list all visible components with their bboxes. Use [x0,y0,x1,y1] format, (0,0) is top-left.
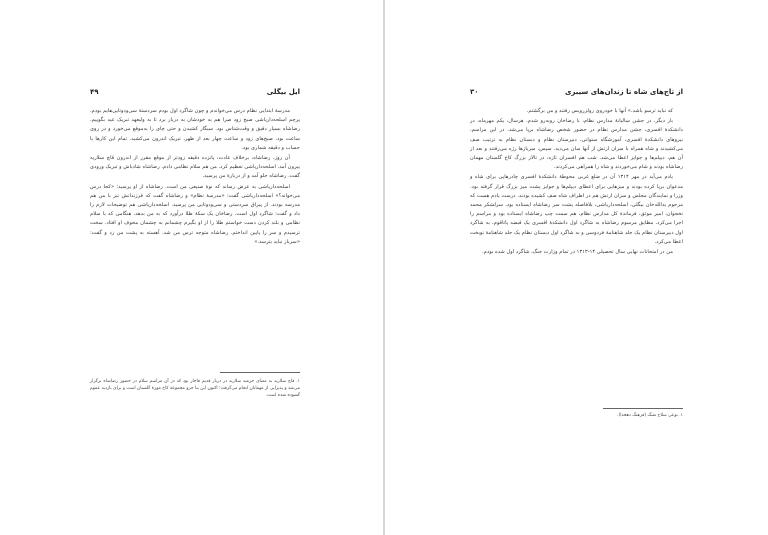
paragraph: یادم می‌آید در مهر ۱۳۱۴ آن در ضلع غربی محوطهٔ دانشکدهٔ افسری چادرهایی برای شاه و مدعوان برپا کرده بودند و میزهایی برای اعطای دیپلم‌ها و جوایز پشت میز بزرگ قرار گرفته بود. وزرا و نمایندگان مجلس و سران ارتش هم در اطراف شاه صف کشیده بودند. درست یادم هست که مرحوم یدالله‌خان بیگلی، اسلحه‌داریاشی، بلافاصله پشت سر رضاشاه ایستاده بود. سرلشکر محمد نخجوان، امیر موثق، فرماندهٔ کل مدارس نظام، هم سمت چپ رضاشاه ایستاده بود و مراسم را اجرا می‌کرد. مطابق مرسوم رضاشاه به شاگرد اول دانشکدهٔ افسری یک قبضه یاتاقوم، به شاگرد اول دبیرستان نظام یک جلد شاهنامهٔ فردوسی و به شاگرد اول دبستان نظام یک جلد شاهنامهٔ نوبخت اعطا می‌کرد. [470,174,683,245]
paragraph: بار دیگر، در جشن سالیانهٔ مدارس نظام، با رضاخان روبه‌رو شدم. هرسال، یکم مهرماه، در دانشکدهٔ افسری، جشن مدارس نظام در حضور شخص رضاشاه برپا می‌شد. در این مراسم، نیروهای دانشکدهٔ افسری، آموزشگاه ستوانی، دبیرستان نظام و دبستان نظام به ترتیب صف می‌کشیدند و شاه همراه با سران ارتش از آنها سان می‌دید. سپس، سربازها رژه می‌رفتند و بعد از آن هم، دیپلم‌ها و جوایز اعطا می‌شد. شب هم افسران تازه، در تالار بزرگ کاخ گلستان مهمان رضاشاه بودند و شام می‌خوردند و شاه را همراهی می‌کردند. [470,118,683,171]
paragraph: من در امتحانات نهایی سال تحصیلی ۱۴-۱۳۱۳ در تمام وزارت جنگ، شاگرد اول شده بودم. [482,249,673,256]
right-page [385,0,768,535]
left-running-title: ایل بیگلی [266,88,300,96]
left-page-body [90,107,300,248]
right-page-body [470,107,683,258]
right-page-number: ۳۰ [470,88,479,96]
right-page-header [470,88,683,102]
paragraph: اسلحه‌داریاشی به عرض رساند که نوهٔ صنیعی من است. رضاشاه از او پرسید: «کجا درس می‌خوانه؟» اسلحه‌داریاشی گفت: «مدرسهٔ نظام» و رضاشاه گفت که فرزندانش نیز با من هم مدرسه بودند. از پیراق سردستی و سی‌ودوتایی من پرسید. اسلحه‌داریاشی هم توضیحات لازم را داد و گفت: شاگرد اول است. رضاخان یک سکهٔ طلا درآورد که به من بدهد. هنگامی که با سلام نظامی و بلند کردن دست خواستم طلا را از او بگیرم چشمانم به چشمان مخوف او افتاد. سخت ترسیدم و سر را پایین انداختم. رضاشاه متوجه ترس من شد. آهسته به پشت من زد و گفت: «سرباز نباید بترسد.» [90,183,300,245]
paragraph: که نباید ترسو باشد.» آنها با خودروی رولزرویس رفتند و من برگشتم. [526,108,673,114]
paragraph: آن روز، رضاشاه، برخلاف عادت، پانزده دقیقه زودتر از موقع مقرر از اندرون قاچ سلاریه بیرون آمد. اسلحه‌داریاشی تعظیم کرد. من هم سلام نظامی دادم. رضاشاه شادباش و تبریک ورودی گفت. رضاشاه جلو آمد و از دربارهٔ من پرسید. [90,155,300,180]
left-footnote: ۱. قاچ سلاریه به معنای خرمنه سلاریه در دربار قدیم قاجار بود که در آن مراسم سلام در حضور رضاشاه برگزار می‌شد و پذیرایی از مهمانان انجام می‌گرفت؛ اکنون این بنا جزو مجموعهٔ کاخ موزهٔ گلستان است و برای بازدید عموم گشوده شده است. [90,379,300,399]
left-page-header [90,88,300,102]
right-footnote: ۱. نوعی سلاح تفنگ (فرهنگ دهخدا). [617,413,683,418]
right-running-title: از تاج‌های شاه تا زندان‌های سیبری [564,88,683,96]
left-page-number: ۴۹ [90,88,99,96]
left-page [0,0,383,535]
paragraph: مدرسهٔ ابتدایی نظام درس می‌خواندم و چون شاگرد اول بودم سردستهٔ سی‌ودوتایی‌هایم بودم. پرچم اسلحه‌داریاشی صبح زود صرا هم به خودشان به دربار برد تا به ولیعهد تبریک عید بگوییم. رضاشاه بسیار دقیق و وقت‌شناس بود. سیگار کشیدن و حتی چای را به‌موقع می‌خورد و در روی ساعت بود. صبح‌های زود و ساعت چهار بعد از ظهر، تبریک اندرون می‌کشید. تمام این کارها با حساب و دقیقه شماری بود. [90,108,300,151]
footnote-divider [603,408,683,409]
footnote-divider [220,372,300,373]
